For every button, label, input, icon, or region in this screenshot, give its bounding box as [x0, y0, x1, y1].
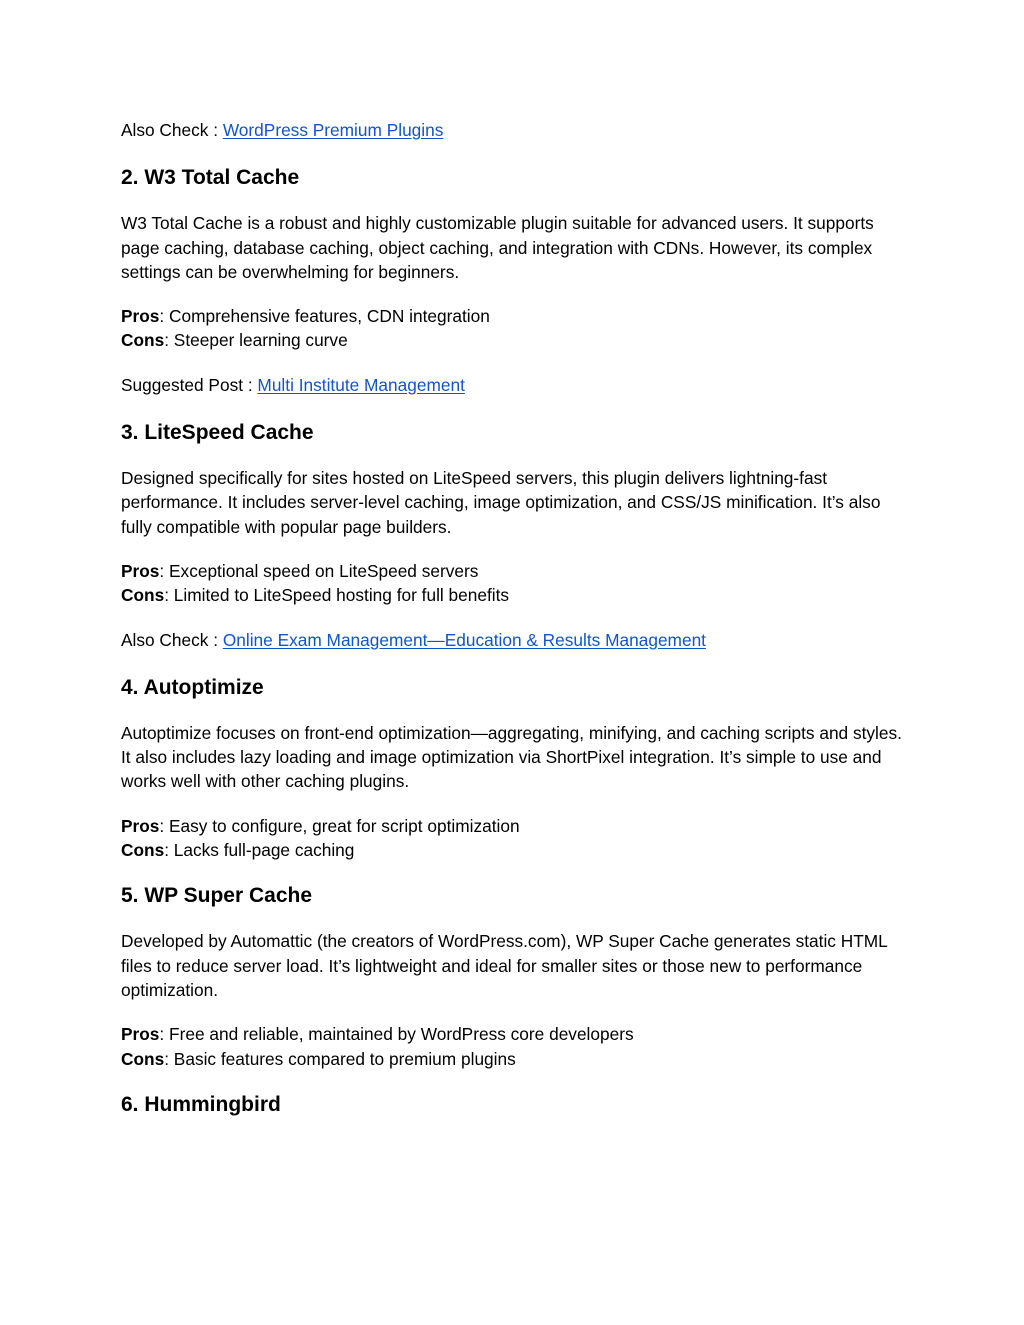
- w3-total-cache-pros-cons: [121, 304, 911, 353]
- autoptimize-description: Autoptimize focuses on front-end optimization—aggregating, minifying, and caching scripts and styles. It also includes lazy loading and image optimization via ShortPixel integration. It’s simple to use and works well with other caching plugins.: [121, 722, 902, 792]
- also-check-prefix: Also Check :: [121, 120, 223, 140]
- suggested-post-prefix: Suggested Post :: [121, 374, 258, 395]
- wordpress-premium-plugins-link[interactable]: WordPress Premium Plugins: [222, 120, 444, 140]
- pros-text: : Exceptional speed on LiteSpeed servers: [159, 560, 479, 581]
- cons-label: Cons: [121, 1048, 165, 1069]
- multi-institute-management-link[interactable]: Multi Institute Management: [257, 374, 465, 395]
- pros-text: : Comprehensive features, CDN integration: [159, 306, 490, 327]
- autoptimize-pros-cons: [121, 814, 911, 863]
- litespeed-cache-description: Designed specifically for sites hosted on LiteSpeed servers, this plugin delivers lightning-fast performance. It includes server-level caching, image optimization, and CSS/JS minification. It’s also fully compatible with popular page builders.: [121, 468, 881, 537]
- cons-text: : Limited to LiteSpeed hosting for full benefits: [164, 585, 510, 606]
- document-page: [121, 118, 911, 1119]
- wp-super-cache-pros-cons: [121, 1022, 911, 1071]
- pros-label: Pros: [121, 1024, 160, 1045]
- heading-w3-total-cache: 2. W3 Total Cache: [121, 166, 300, 190]
- heading-wp-super-cache: 5. WP Super Cache: [121, 884, 313, 908]
- pros-text: : Easy to configure, great for script optimization: [159, 815, 520, 836]
- cons-text: : Lacks full-page caching: [164, 840, 355, 861]
- litespeed-cache-pros-cons: [121, 559, 911, 608]
- cons-label: Cons: [121, 330, 165, 351]
- pros-label: Pros: [121, 815, 160, 836]
- cons-label: Cons: [121, 840, 165, 861]
- pros-label: Pros: [121, 306, 160, 327]
- heading-hummingbird: 6. Hummingbird: [121, 1092, 281, 1116]
- suggested-post-line: [121, 373, 911, 397]
- cons-text: : Steeper learning curve: [164, 330, 348, 351]
- cons-label: Cons: [121, 585, 165, 606]
- w3-total-cache-description: W3 Total Cache is a robust and highly customizable plugin suitable for advanced users. It supports page caching, database caching, object caching, and integration with CDNs. However, its complex settings can be overwhelming for beginners.: [121, 213, 874, 282]
- pros-label: Pros: [121, 560, 160, 581]
- also-check-line-2: [121, 628, 911, 652]
- also-check-prefix: Also Check :: [121, 629, 223, 650]
- heading-autoptimize: 4. Autoptimize: [121, 675, 264, 699]
- also-check-line: [121, 118, 911, 142]
- heading-litespeed-cache: 3. LiteSpeed Cache: [121, 421, 314, 445]
- online-exam-management-link[interactable]: Online Exam Management—Education & Results Management: [222, 629, 706, 650]
- cons-text: : Basic features compared to premium plugins: [164, 1048, 516, 1069]
- pros-text: : Free and reliable, maintained by WordPress core developers: [159, 1024, 634, 1045]
- wp-super-cache-description: Developed by Automattic (the creators of WordPress.com), WP Super Cache generates static HTML files to reduce server load. It’s lightweight and ideal for smaller sites or those new to performance optimization.: [121, 931, 888, 1000]
